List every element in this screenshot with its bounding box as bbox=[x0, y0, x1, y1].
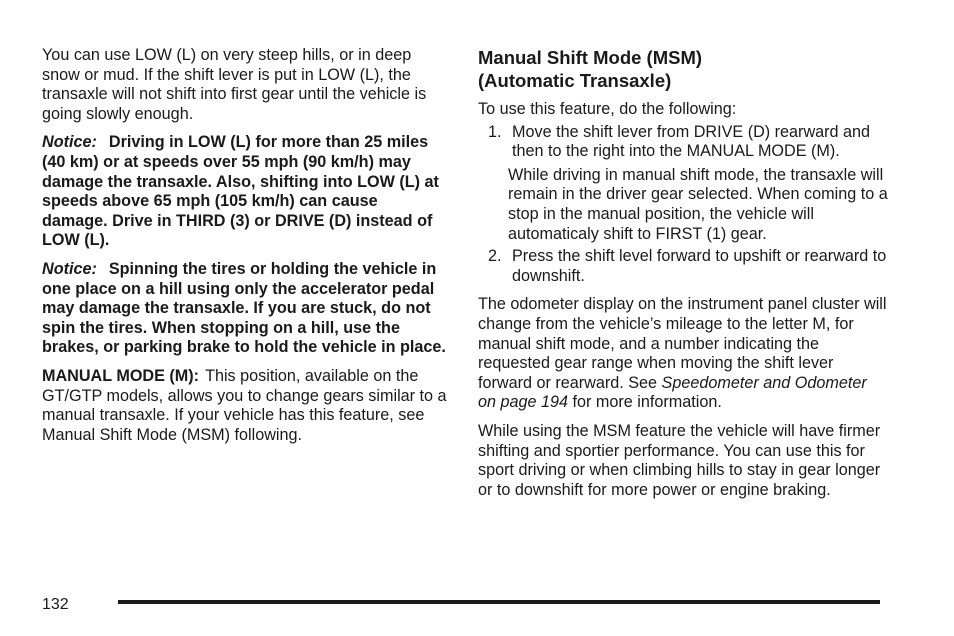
odometer-paragraph bbox=[478, 295, 888, 413]
notice-label: Notice: bbox=[42, 133, 97, 152]
notice-spinning-tires bbox=[42, 260, 447, 358]
notice-low-speed bbox=[42, 133, 447, 251]
step-number: 1. bbox=[488, 122, 502, 141]
step-text: Move the shift lever from DRIVE (D) rearward and then to the right into the MANUAL MODE (M). bbox=[512, 122, 871, 161]
notice-label: Notice: bbox=[42, 259, 97, 278]
low-intro-paragraph: You can use LOW (L) on very steep hills, or in deep snow or mud. If the shift lever is put in LOW (L), the transaxle will not shift into first gear until the vehicle is going slowly enough. bbox=[42, 46, 427, 123]
notice-text: Driving in LOW (L) for more than 25 miles (40 km) or at speeds over 55 mph (90 km/h) may damage the transaxle. Also, shifting into LOW (L) at speeds above 65 mph (105 km/h) can cause damage. Drive in THIRD (3) or DRIVE (D) instead of LOW (L). bbox=[42, 133, 439, 250]
right-column bbox=[478, 46, 888, 509]
page-number: 132 bbox=[42, 596, 69, 613]
step-2 bbox=[478, 247, 888, 286]
steps-intro: To use this feature, do the following: bbox=[478, 100, 737, 118]
msm-paragraph: While using the MSM feature the vehicle will have firmer shifting and sportier performance. You can use this for sport driving or when climbing hills to stay in gear longer or to downshift for more power or engine braking. bbox=[478, 421, 881, 499]
step-number: 2. bbox=[488, 247, 502, 266]
section-heading bbox=[478, 46, 888, 92]
manual-mode-label: MANUAL MODE (M): bbox=[42, 366, 200, 385]
speedometer-reference-link[interactable]: Speedometer and Odometer on page 194 bbox=[478, 373, 867, 412]
step-text: Press the shift level forward to upshift or rearward to downshift. bbox=[512, 247, 887, 285]
footer-rule bbox=[118, 600, 880, 604]
odometer-text: The odometer display on the instrument panel cluster will change from the vehicle’s mileage to the letter M, for manual shift mode, and a number indicating the requested gear range when moving the shift lever forward or rearward. See bbox=[478, 295, 887, 392]
heading-line-2: (Automatic Transaxle) bbox=[478, 70, 672, 91]
manual-mode-paragraph bbox=[42, 367, 447, 445]
heading-line-1: Manual Shift Mode (MSM) bbox=[478, 47, 703, 68]
step-1 bbox=[478, 123, 888, 162]
notice-text: Spinning the tires or holding the vehicle in one place on a hill using only the accelerator pedal may damage the transaxle. If you are stuck, do not spin the tires. When stopping on a hill, use the brakes, or parking brake to hold the vehicle in place. bbox=[42, 259, 446, 357]
manual-mode-text: This position, available on the GT/GTP models, allows you to change gears similar to a manual transaxle. If your vehicle has this feature, see Manual Shift Mode (MSM) following. bbox=[42, 366, 447, 444]
left-column bbox=[42, 46, 447, 454]
odometer-tail: for more information. bbox=[572, 393, 722, 412]
step-1-detail: While driving in manual shift mode, the transaxle will remain in the driver gear selected. When coming to a stop in the manual position, the vehicle will automaticaly shift to FIRST (1) gear. bbox=[508, 165, 888, 243]
